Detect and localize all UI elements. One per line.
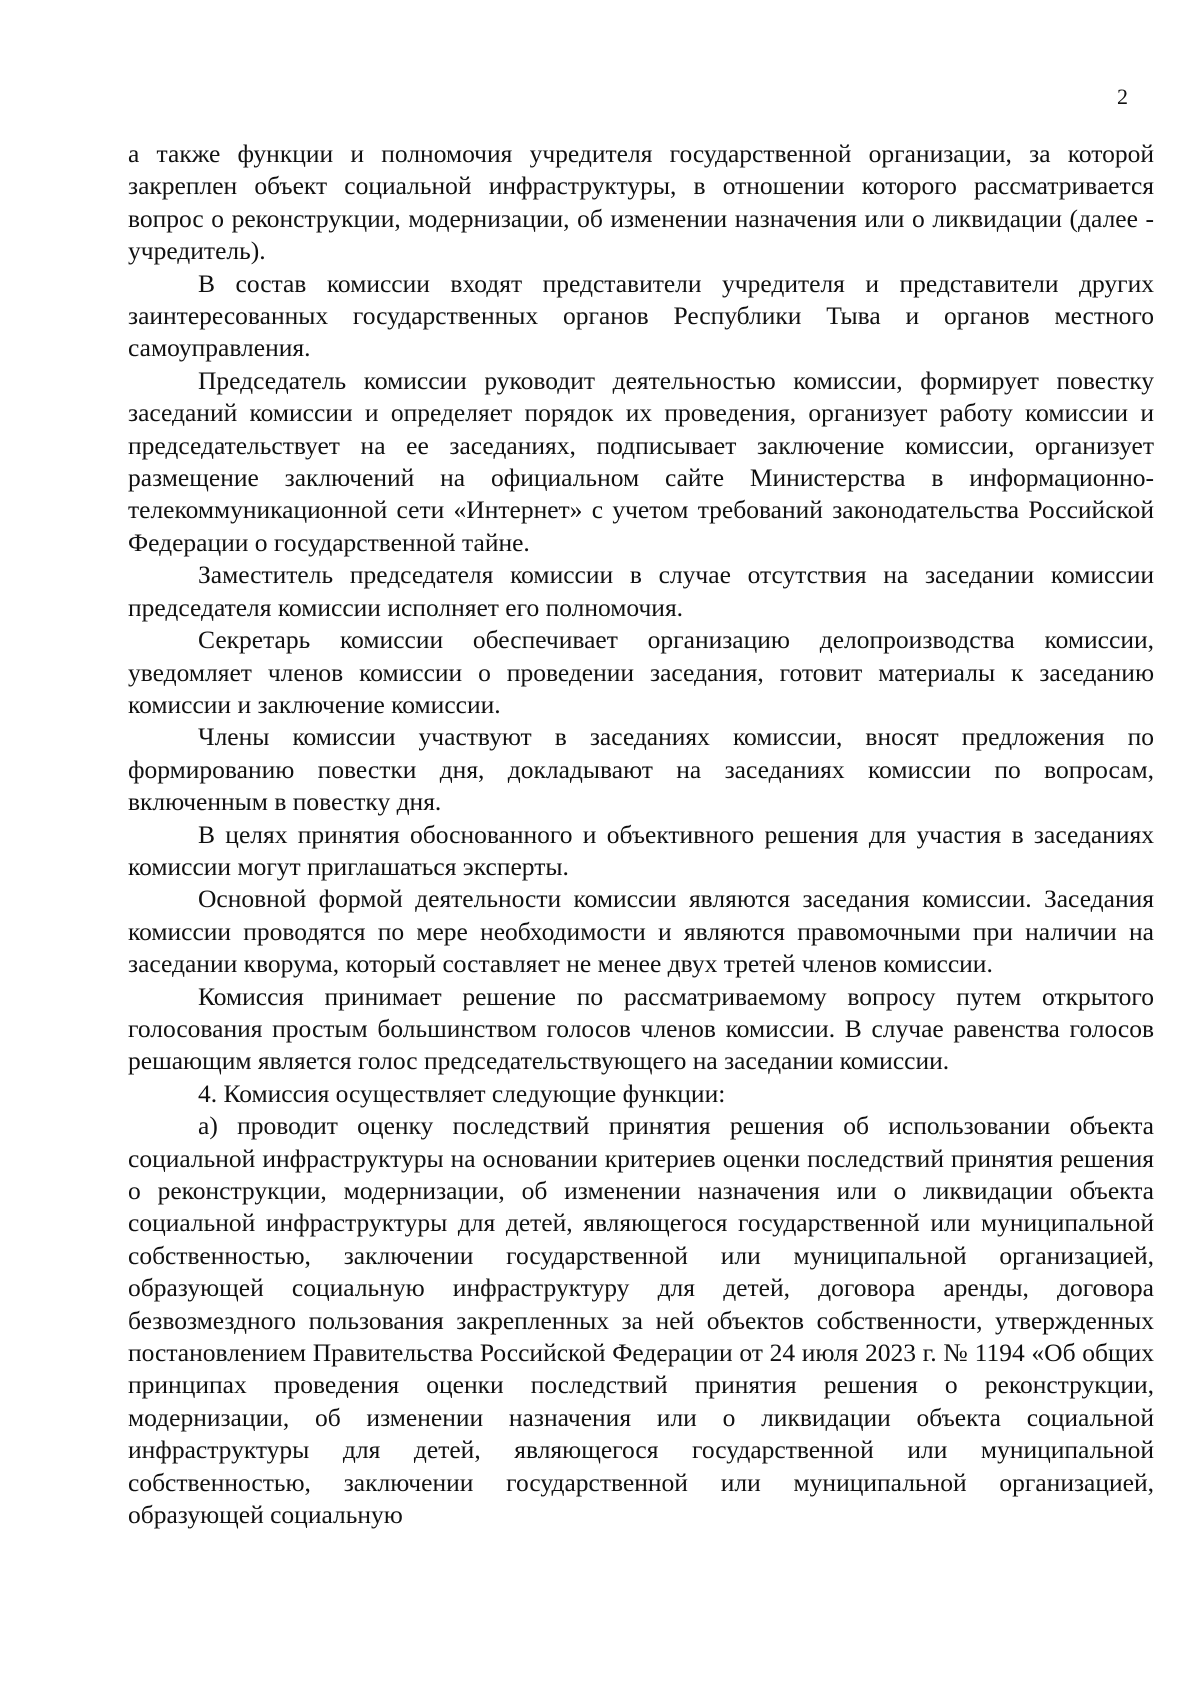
document-body (128, 138, 1154, 1531)
paragraph: Председатель комиссии руководит деятельностью комиссии, формирует повестку заседаний комиссии и определяет порядок их проведения, организует работу комиссии и председательствует на ее заседаниях, подписывает заключение комиссии, организует размещение заключений на официальном сайте Министерства в информационно-телекоммуникационной сети «Интернет» с учетом требований законодательства Российской Федерации о государственной тайне. (128, 365, 1154, 557)
paragraph: Секретарь комиссии обеспечивает организацию делопроизводства комиссии, уведомляет членов комиссии о проведении заседания, готовит материалы к заседанию комиссии и заключение комиссии. (128, 625, 1154, 719)
paragraph: Члены комиссии участвуют в заседаниях комиссии, вносят предложения по формированию повестки дня, докладывают на заседаниях комиссии по вопросам, включенным в повестку дня. (128, 722, 1154, 817)
page-number: 2 (1117, 84, 1128, 109)
paragraph: 4. Комиссия осуществляет следующие функции: (198, 1078, 726, 1108)
paragraph: В состав комиссии входят представители учредителя и представители других заинтересованных государственных органов Республики Тыва и органов местного самоуправления. (128, 268, 1154, 363)
paragraph: Основной формой деятельности комиссии являются заседания комиссии. Заседания комиссии проводятся по мере необходимости и являются правомочными при наличии на заседании кворума, который составляет не менее двух третей членов комиссии. (128, 884, 1154, 979)
paragraph: а также функции и полномочия учредителя государственной организации, за которой закреплен объект социальной инфраструктуры, в отношении которого рассматривается вопрос о реконструкции, модернизации, об изменении назначения или о ликвидации (далее - учредитель). (128, 139, 1154, 266)
paragraph: а) проводит оценку последствий принятия решения об использовании объекта социальной инфраструктуры на основании критериев оценки последствий принятия решения о реконструкции, модернизации, об изменении назначения или о ликвидации объекта социальной инфраструктуры для детей, являющегося государственной или муниципальной собственностью, заключении государственной или муниципальной организацией, образующей социальную инфраструктуру для детей, договора аренды, договора безвозмездного пользования закрепленных за ней объектов собственности, утвержденных постановлением Правительства Российской Федерации от 24 июля 2023 г. № 1194 «Об общих принципах проведения оценки последствий принятия решения о реконструкции, модернизации, об изменении назначения или о ликвидации объекта социальной инфраструктуры для детей, являющегося государственной или муниципальной собственностью, заключении государственной или муниципальной организацией, образующей социальную (128, 1111, 1154, 1530)
paragraph: В целях принятия обоснованного и объективного решения для участия в заседаниях комиссии могут приглашаться эксперты. (128, 819, 1154, 881)
paragraph: Заместитель председателя комиссии в случае отсутствия на заседании комиссии председателя комиссии исполняет его полномочия. (128, 560, 1154, 622)
paragraph: Комиссия принимает решение по рассматриваемому вопросу путем открытого голосования простым большинством голосов членов комиссии. В случае равенства голосов решающим является голос председательствующего на заседании комиссии. (128, 981, 1154, 1076)
